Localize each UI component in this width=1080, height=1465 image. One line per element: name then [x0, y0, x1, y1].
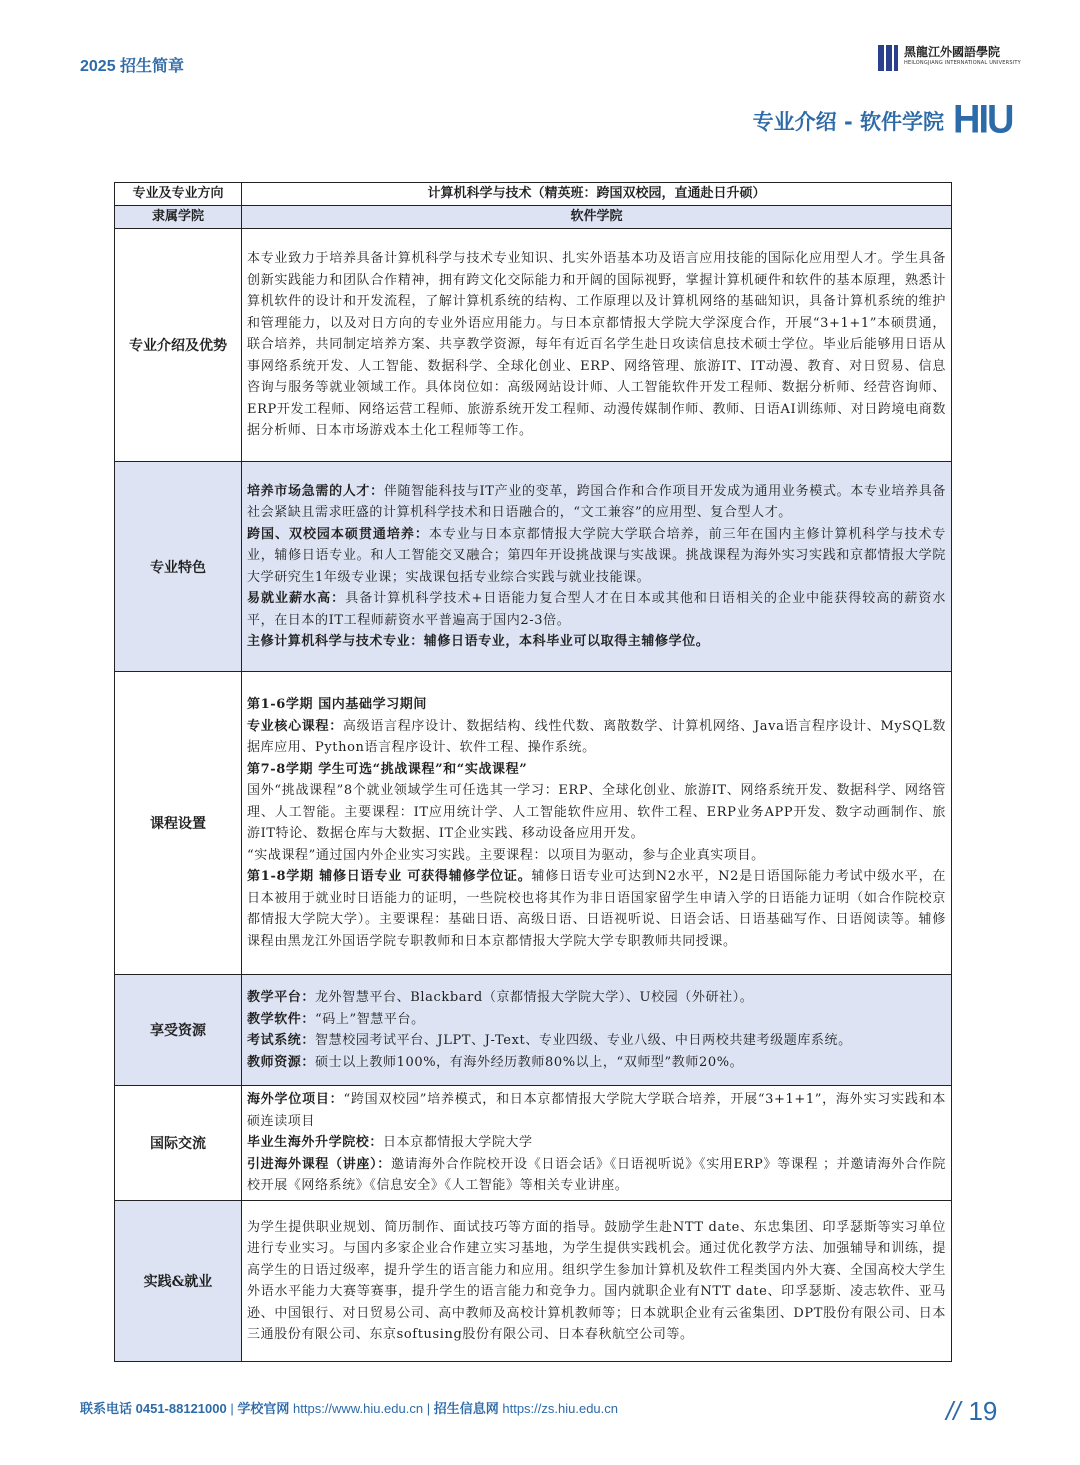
admissions-label: 招生信息网: [433, 1401, 499, 1416]
logo-english-name: HEILONGJIANG INTERNATIONAL UNIVERSITY: [904, 60, 1021, 66]
courses-label: 课程设置: [115, 672, 242, 975]
resources-label: 享受资源: [115, 975, 242, 1086]
resource-teacher-text: 硕士以上教师100%，有海外经历教师80%以上，“双师型”教师20%。: [315, 1054, 744, 1070]
major-label: 专业及专业方向: [115, 183, 242, 206]
challenge-courses-text: 国外“挑战课程”8个就业领域学生可任选其一学习：ERP、全球化创业、旅游IT、网络系统开发、数据科学、网络管理、人工智能。主要课程：IT应用统计学、人工智能软件应用、软件工程、ERP业务APP开发、数字动画制作、旅游IT特论、数据仓库与大数据、IT企业实践、移动设备应用开发。: [247, 783, 946, 841]
table-row-intl: [115, 1086, 952, 1201]
core-courses-heading: 专业核心课程：: [247, 718, 343, 734]
core-courses-text: 高级语言程序设计、数据结构、线性代数、离散数学、计算机网络、Java语言程序设计、MySQL数据库应用、Python语言程序设计、软件工程、操作系统。: [247, 718, 947, 755]
semester-1-6-title: 第1-6学期 国内基础学习期间: [247, 697, 428, 712]
feature-1-heading: 培养市场急需的人才：: [247, 483, 384, 499]
admissions-link[interactable]: https://zs.hiu.edu.cn: [502, 1401, 618, 1416]
career-label: 实践&就业: [115, 1201, 242, 1362]
phone-label: 联系电话: [80, 1401, 133, 1416]
minor-heading: 第1-8学期 辅修日语专业 可获得辅修学位证。: [247, 869, 532, 884]
footer-separator: |: [426, 1401, 431, 1416]
resource-teacher-heading: 教师资源：: [247, 1054, 316, 1070]
feature-2-heading: 跨国、双校园本硕贯通培养：: [247, 526, 429, 542]
table-row-intro: [115, 229, 952, 462]
section-title: 专业介绍 - 软件学院: [752, 110, 944, 134]
feature-4-text: 主修计算机科学与技术专业：辅修日语专业，本科毕业可以取得主辅修学位。: [247, 634, 710, 649]
university-emblem-icon: [878, 45, 898, 71]
college-label: 隶属学院: [115, 206, 242, 229]
brand-mark: HIU: [953, 97, 1013, 143]
table-row-resources: [115, 975, 952, 1086]
page-number: 19: [968, 1396, 998, 1426]
intl-label: 国际交流: [115, 1086, 242, 1201]
footer-contact: [80, 1398, 618, 1417]
intro-text: 本专业致力于培养具备计算机科学与技术专业知识、扎实外语基本功及语言应用技能的国际化应用型人才。学生具备创新实践能力和团队合作精神，拥有跨文化交际能力和开阔的国际视野，掌握计算机硬件和软件的基本原理，熟悉计算机软件的设计和开发流程，了解计算机系统的结构、工作原理以及计算机网络的基础知识，具备计算机系统的维护和管理能力，以及对日方向的专业外语应用能力。与日本京都情报大学院大学深度合作，开展“3+1+1”本硕贯通，联合培养，共同制定培养方案、共享教学资源，每年有近百名学生赴日攻读信息技术硕士学位。毕业后能够用日语从事网络系统开发、人工智能、数据科学、全球化创业、ERP、网络管理、旅游IT、IT动漫、教育、对日贸易、信息咨询与服务等就业领域工作。具体岗位如：高级网站设计师、人工智能软件开发工程师、数据分析师、经营咨询师、ERP开发工程师、网络运营工程师、旅游系统开发工程师、动漫传媒制作师、教师、日语AI训练师、对日跨境电商数据分析师、日本市场游戏本土化工程师等工作。: [247, 251, 946, 439]
resource-exam-heading: 考试系统：: [247, 1033, 316, 1048]
feature-1-text: 伴随智能科技与IT产业的变革，跨国合作和合作项目开发成为通用业务模式。本专业培养具备社会紧缺且需求旺盛的计算机科学技术和日语融合的，“文工兼容”的应用型、复合型人才。: [247, 483, 946, 520]
major-info-table: [114, 182, 952, 1362]
resource-software-heading: 教学软件：: [247, 1011, 316, 1027]
feature-2-text: 本专业与日本京都情报大学院大学联合培养，前三年在国内主修计算机科学与技术专业，辅修日语专业。和人工智能交叉融合；第四年开设挑战课与实战课。挑战课程为海外实习实践和京都情报大学院大学研究生1年级专业课；实战课包括专业综合实践与就业技能课。: [247, 526, 946, 585]
logo-chinese-name: 黑龍江外國語學院: [904, 45, 1001, 59]
major-value: 计算机科学与技术（精英班：跨国双校园，直通赴日升硕）: [242, 183, 952, 206]
intl-course-heading: 引进海外课程（讲座）：: [247, 1156, 391, 1172]
intl-school-heading: 毕业生海外升学院校：: [247, 1135, 384, 1151]
table-row-courses: [115, 672, 952, 975]
semester-7-8-title: 第7-8学期 学生可选“挑战课程”和“实战课程”: [247, 761, 528, 777]
resource-platform-text: 龙外智慧平台、Blackbard（京都情报大学院大学）、U校园（外研社）。: [315, 990, 754, 1005]
features-label: 专业特色: [115, 462, 242, 672]
site-link[interactable]: https://www.hiu.edu.cn: [293, 1401, 424, 1416]
brochure-title: 2025 招生简章: [80, 58, 185, 75]
page-number-block: [946, 1396, 997, 1427]
minor-text: 辅修日语专业可达到N2水平，N2是日语国际能力考试中级水平，在日本被用于就业时日语能力的证明，一些院校也将其作为非日语国家留学生申请入学的日语能力证明（如合作院校京都情报大学院大学）。主要课程：基础日语、高级日语、日语视听说、日语会话、日语基础写作、日语阅读等。辅修课程由黑龙江外国语学院专职教师和日本京都情报大学院大学专职教师共同授课。: [247, 869, 946, 949]
intl-degree-heading: 海外学位项目：: [247, 1092, 344, 1108]
resource-exam-text: 智慧校园考试平台、JLPT、J-Text、专业四级、专业八级、中日两校共建考级题库系统。: [315, 1033, 852, 1048]
resource-platform-heading: 教学平台：: [247, 990, 316, 1005]
practice-courses-text: “实战课程”通过国内外企业实习实践。主要课程：以项目为驱动，参与企业真实项目。: [247, 847, 765, 863]
feature-3-heading: 易就业薪水高：: [247, 591, 346, 606]
college-value: 软件学院: [242, 206, 952, 229]
intro-label: 专业介绍及优势: [115, 229, 242, 462]
table-row-features: [115, 462, 952, 672]
feature-3-text: 具备计算机科学技术+日语能力复合型人才在日本或其他和日语相关的企业中能获得较高的薪资水平，在日本的IT工程师薪资水平普遍高于国内2-3倍。: [247, 591, 946, 628]
intl-degree-text: “跨国双校园”培养模式，和日本京都情报大学院大学联合培养，开展“3+1+1”，海外实习实践和本硕连读项目: [247, 1092, 946, 1129]
footer-separator: |: [230, 1401, 234, 1416]
intl-school-text: 日本京都情报大学院大学: [383, 1135, 533, 1151]
university-logo: [878, 44, 1021, 72]
resource-software-text: “码上”智慧平台。: [315, 1011, 425, 1027]
table-row-college: [115, 206, 952, 229]
page-slash-icon: //: [946, 1396, 961, 1426]
career-text: 为学生提供职业规划、简历制作、面试技巧等方面的指导。鼓励学生赴NTT date、东忠集团、印孚瑟斯等实习单位进行专业实习。与国内多家企业合作建立实习基地，为学生提供实践机会。通过优化教学方法、加强辅导和训练，提高学生的日语过级率，提升学生的语言能力和应用。组织学生参加计算机及软件工程类国内外大赛、全国高校大学生外语水平能力大赛等赛事，提升学生的语言能力和竞争力。国内就职企业有NTT date、印孚瑟斯、凌志软件、亚马逊、中国银行、对日贸易公司、高中教师及高校计算机教师等；日本就职企业有云雀集团、DPT股份有限公司、日本三通股份有限公司、东京softusing股份有限公司、日本春秋航空公司等。: [247, 1219, 946, 1342]
table-row-major: [115, 183, 952, 206]
phone-number: 0451-88121000: [135, 1401, 227, 1416]
site-label: 学校官网: [237, 1401, 290, 1416]
intl-course-text: 邀请海外合作院校开设《日语会话》《日语视听说》《实用ERP》等课程 ；并邀请海外合作院校开展《网络系统》《信息安全》《人工智能》等相关专业讲座。: [247, 1156, 946, 1194]
table-row-career: [115, 1201, 952, 1362]
